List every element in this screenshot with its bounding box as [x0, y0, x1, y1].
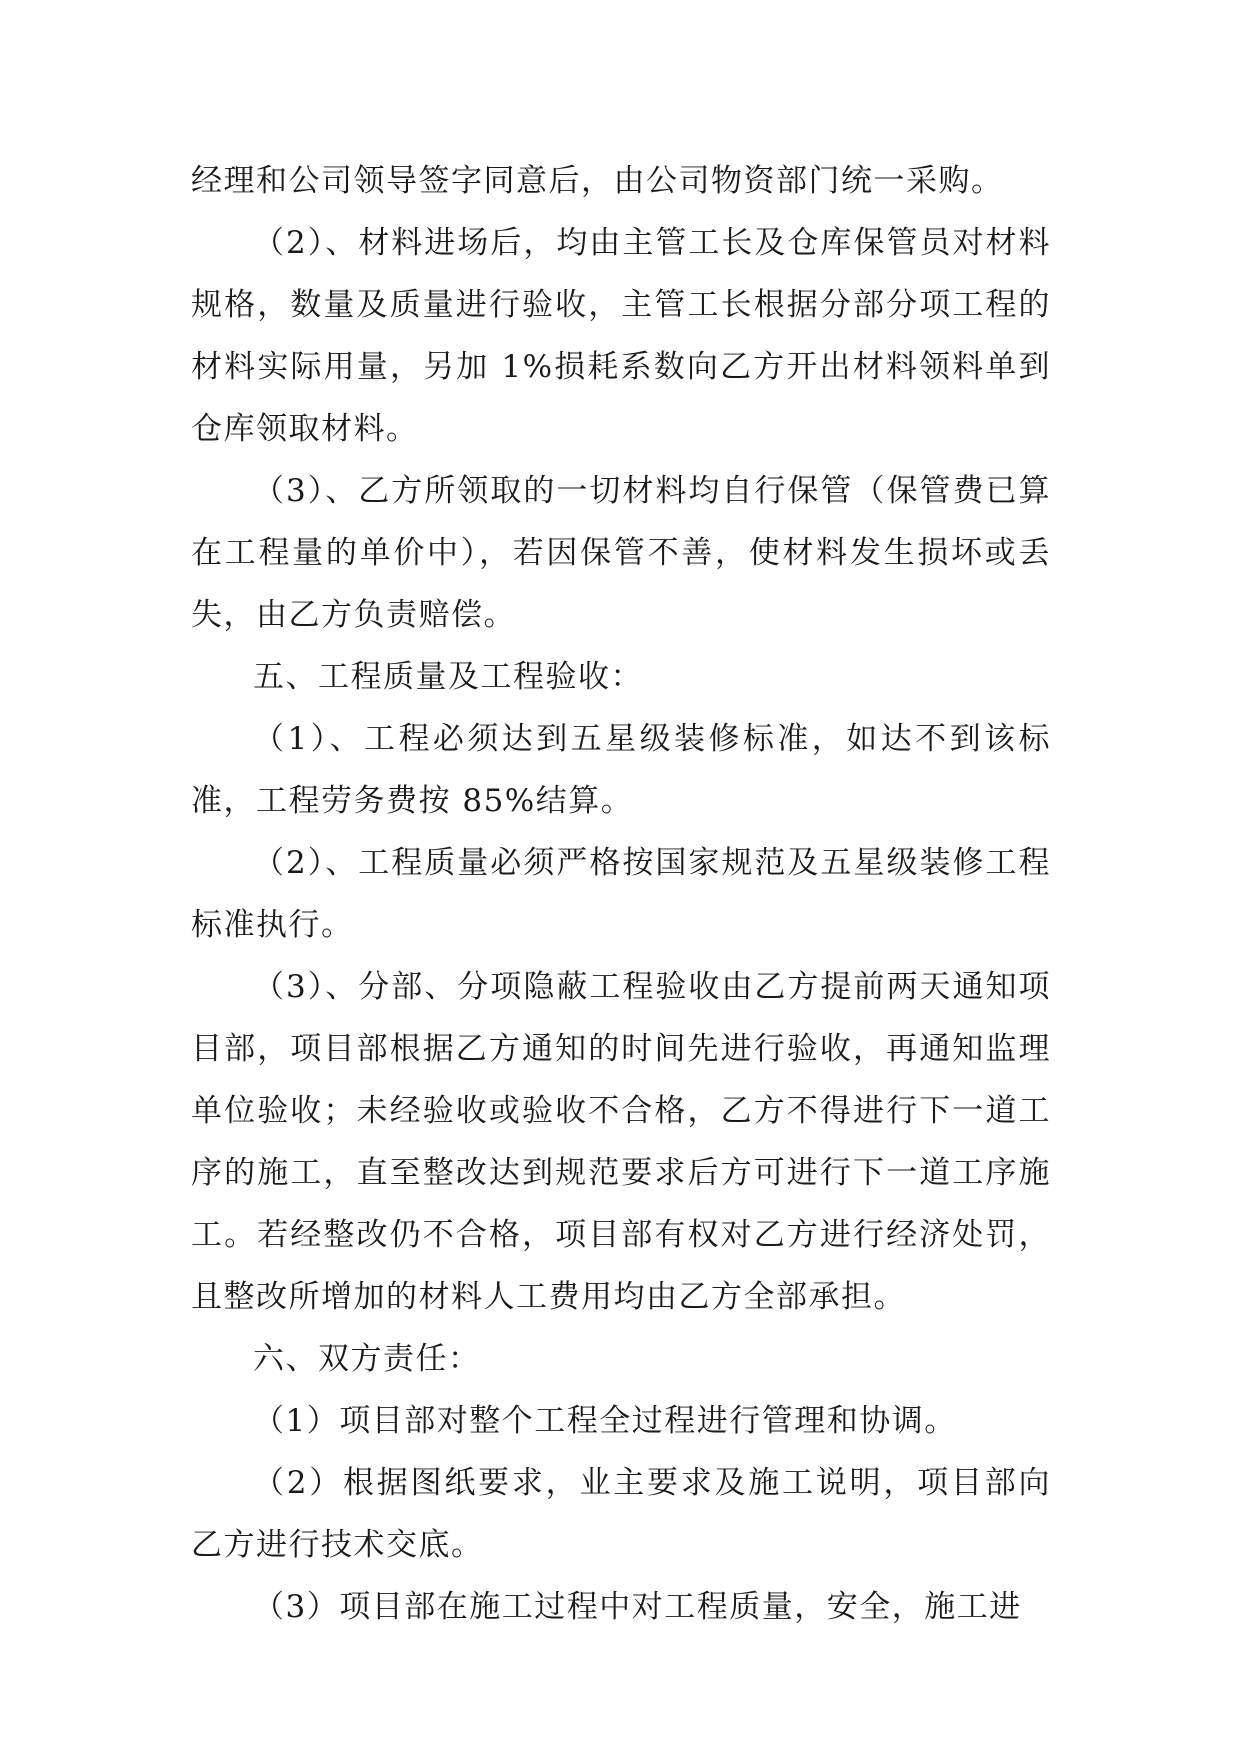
paragraph-management: （1）项目部对整个工程全过程进行管理和协调。 [253, 1403, 957, 1439]
section-heading-responsibilities: 六、双方责任： [253, 1341, 481, 1377]
section-heading-quality-acceptance: 五、工程质量及工程验收： [253, 659, 643, 695]
paragraph-technical-briefing: （2）根据图纸要求，业主要求及施工说明，项目部向乙方进行技术交底。 [191, 1465, 1051, 1563]
paragraph-quality-norms: （2）、工程质量必须严格按国家规范及五星级装修工程标准执行。 [191, 845, 1051, 943]
document-body [191, 150, 1051, 1638]
paragraph-quality-standard: （1）、工程必须达到五星级装修标准，如达不到该标准，工程劳务费按 85%结算。 [191, 721, 1051, 819]
paragraph-supervision: （3）项目部在施工过程中对工程质量，安全，施工进 [253, 1589, 1022, 1625]
paragraph-concealed-works-acceptance: （3）、分部、分项隐蔽工程验收由乙方提前两天通知项目部，项目部根据乙方通知的时间先进行验收，再通知监理单位验收；未经验收或验收不合格，乙方不得进行下一道工序的施工，直至整改达到规范要求后方可进行下一道工序施工。若经整改仍不合格，项目部有权对乙方进行经济处罚，且整改所增加的材料人工费用均由乙方全部承担。 [191, 969, 1051, 1315]
paragraph-material-custody: （3）、乙方所领取的一切材料均自行保管（保管费已算在工程量的单价中），若因保管不善，使材料发生损坏或丢失，由乙方负责赔偿。 [191, 473, 1051, 633]
paragraph-procurement-end: 经理和公司领导签字同意后，由公司物资部门统一采购。 [191, 163, 1004, 199]
paragraph-material-acceptance: （2）、材料进场后，均由主管工长及仓库保管员对材料规格，数量及质量进行验收，主管工长根据分部分项工程的材料实际用量，另加 1%损耗系数向乙方开出材料领料单到仓库领取材料。 [191, 225, 1051, 447]
